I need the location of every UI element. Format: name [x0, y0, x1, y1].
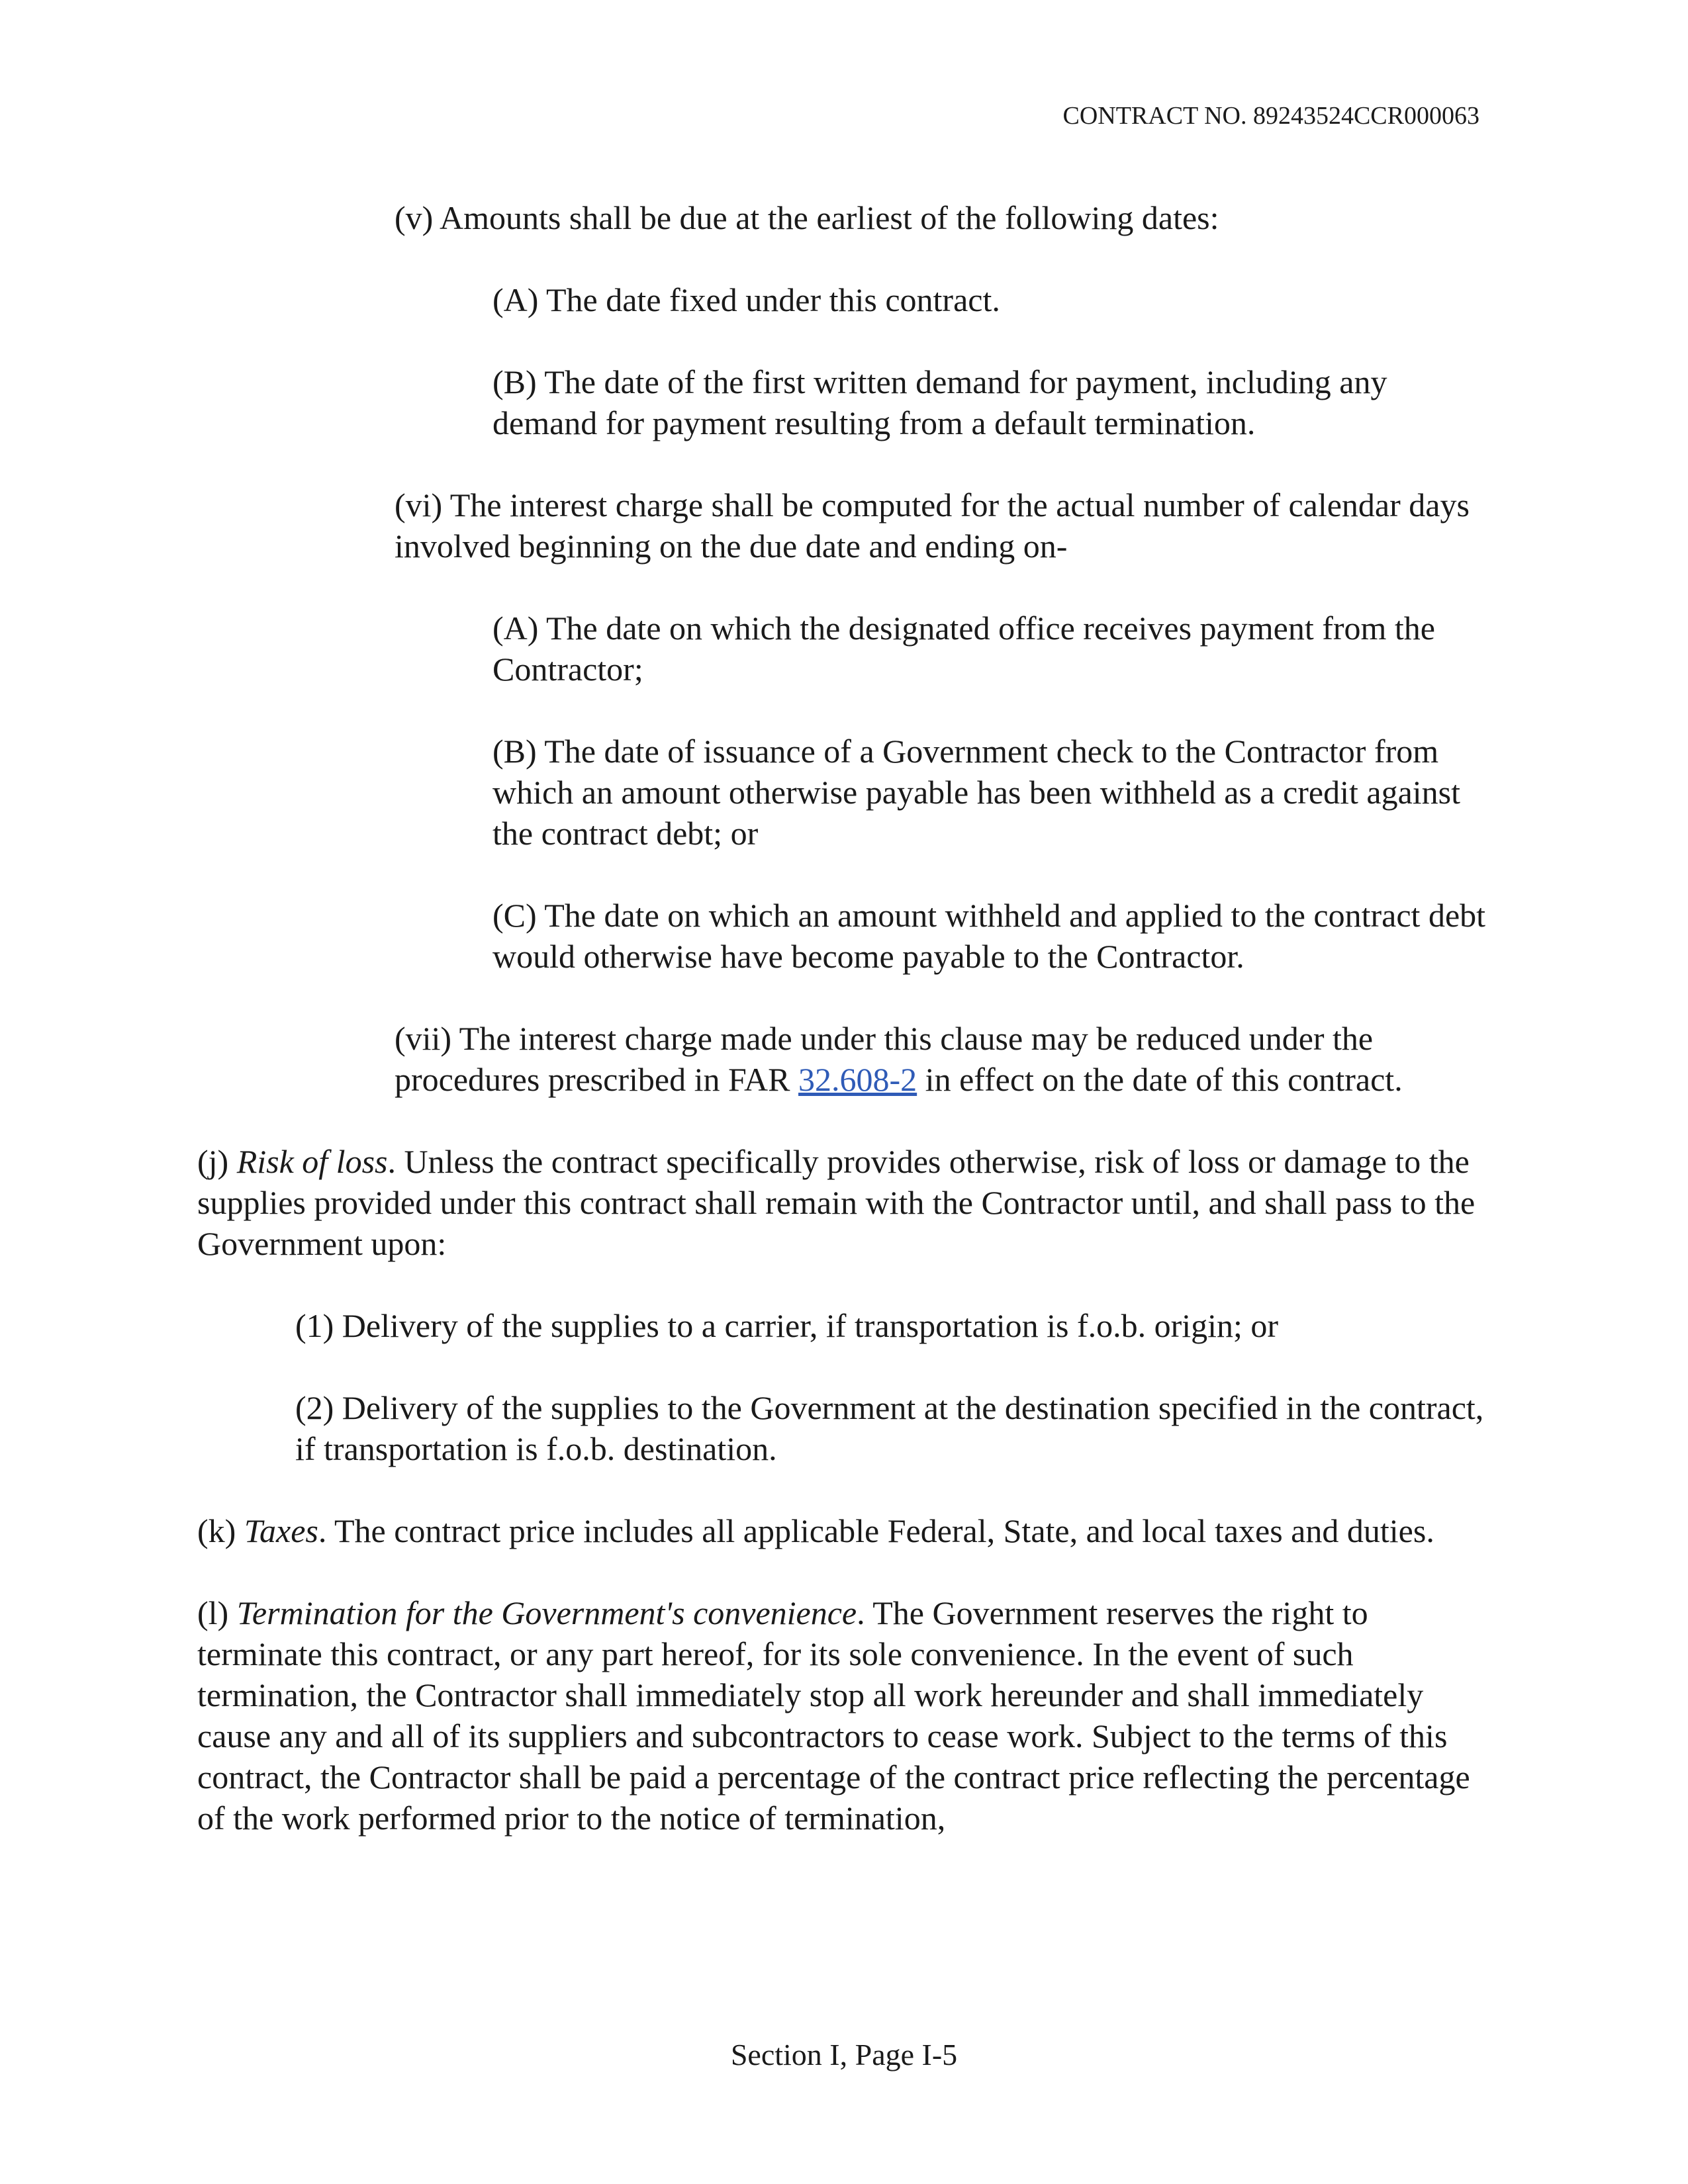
paragraph-j-title: Risk of loss — [236, 1143, 388, 1180]
paragraph-vii — [395, 1018, 1489, 1100]
paragraph-v-b: (B) The date of the first written demand for payment, including any demand for payment resulting from a default termination. — [492, 363, 1387, 441]
contract-number-header: CONTRACT NO. 89243524CCR000063 — [1062, 102, 1479, 130]
paragraph-vii-text: (vii) The interest charge made under this clause may be reduced under the procedures prescribed in FAR — [395, 1020, 1374, 1098]
paragraph-vi: (vi) The interest charge shall be computed for the actual number of calendar days involved beginning on the due date and ending on- — [395, 486, 1470, 565]
paragraph-v: (v) Amounts shall be due at the earliest of the following dates: — [395, 199, 1219, 236]
paragraph-vi-a: (A) The date on which the designated office receives payment from the Contractor; — [492, 610, 1435, 688]
paragraph-vi-c: (C) The date on which an amount withheld and applied to the contract debt would otherwise have become payable to the Contractor. — [492, 897, 1486, 975]
document-body — [197, 197, 1489, 1839]
paragraph-l-prefix: (l) — [197, 1594, 237, 1631]
paragraph-j-1: (1) Delivery of the supplies to a carrier, if transportation is f.o.b. origin; or — [295, 1307, 1279, 1344]
paragraph-l-text: . The Government reserves the right to terminate this contract, or any part hereof, for its sole convenience. In the event of such termination, the Contractor shall immediately stop all work hereunder and shall immediately cause any and all of its suppliers and subcontractors to cease work. Subject to the terms of this contract, the Contractor shall be paid a percentage of the contract price reflecting the percentage of the work performed prior to the notice of termination, — [197, 1594, 1470, 1837]
paragraph-k-title: Taxes — [244, 1512, 318, 1549]
paragraph-k — [197, 1510, 1489, 1551]
paragraph-j-text: . Unless the contract specifically provides otherwise, risk of loss or damage to the supplies provided under this contract shall remain with the Contractor until, and shall pass to the Government upon: — [197, 1143, 1476, 1262]
paragraph-vii-text-end: in effect on the date of this contract. — [917, 1061, 1403, 1098]
far-reference-link[interactable]: 32.608-2 — [798, 1061, 917, 1098]
paragraph-j-prefix: (j) — [197, 1143, 237, 1180]
paragraph-k-prefix: (k) — [197, 1512, 244, 1549]
paragraph-v-a: (A) The date fixed under this contract. — [492, 281, 1000, 318]
paragraph-l-title: Termination for the Government's convenience — [236, 1594, 857, 1631]
page-footer: Section I, Page I-5 — [730, 2038, 958, 2071]
paragraph-j — [197, 1141, 1489, 1264]
paragraph-k-text: . The contract price includes all applicable Federal, State, and local taxes and duties. — [318, 1512, 1434, 1549]
paragraph-vi-b: (B) The date of issuance of a Government check to the Contractor from which an amount otherwise payable has been withheld as a credit against the contract debt; or — [492, 733, 1461, 852]
paragraph-l — [197, 1592, 1489, 1839]
paragraph-j-2: (2) Delivery of the supplies to the Government at the destination specified in the contract, if transportation is f.o.b. destination. — [295, 1389, 1484, 1467]
